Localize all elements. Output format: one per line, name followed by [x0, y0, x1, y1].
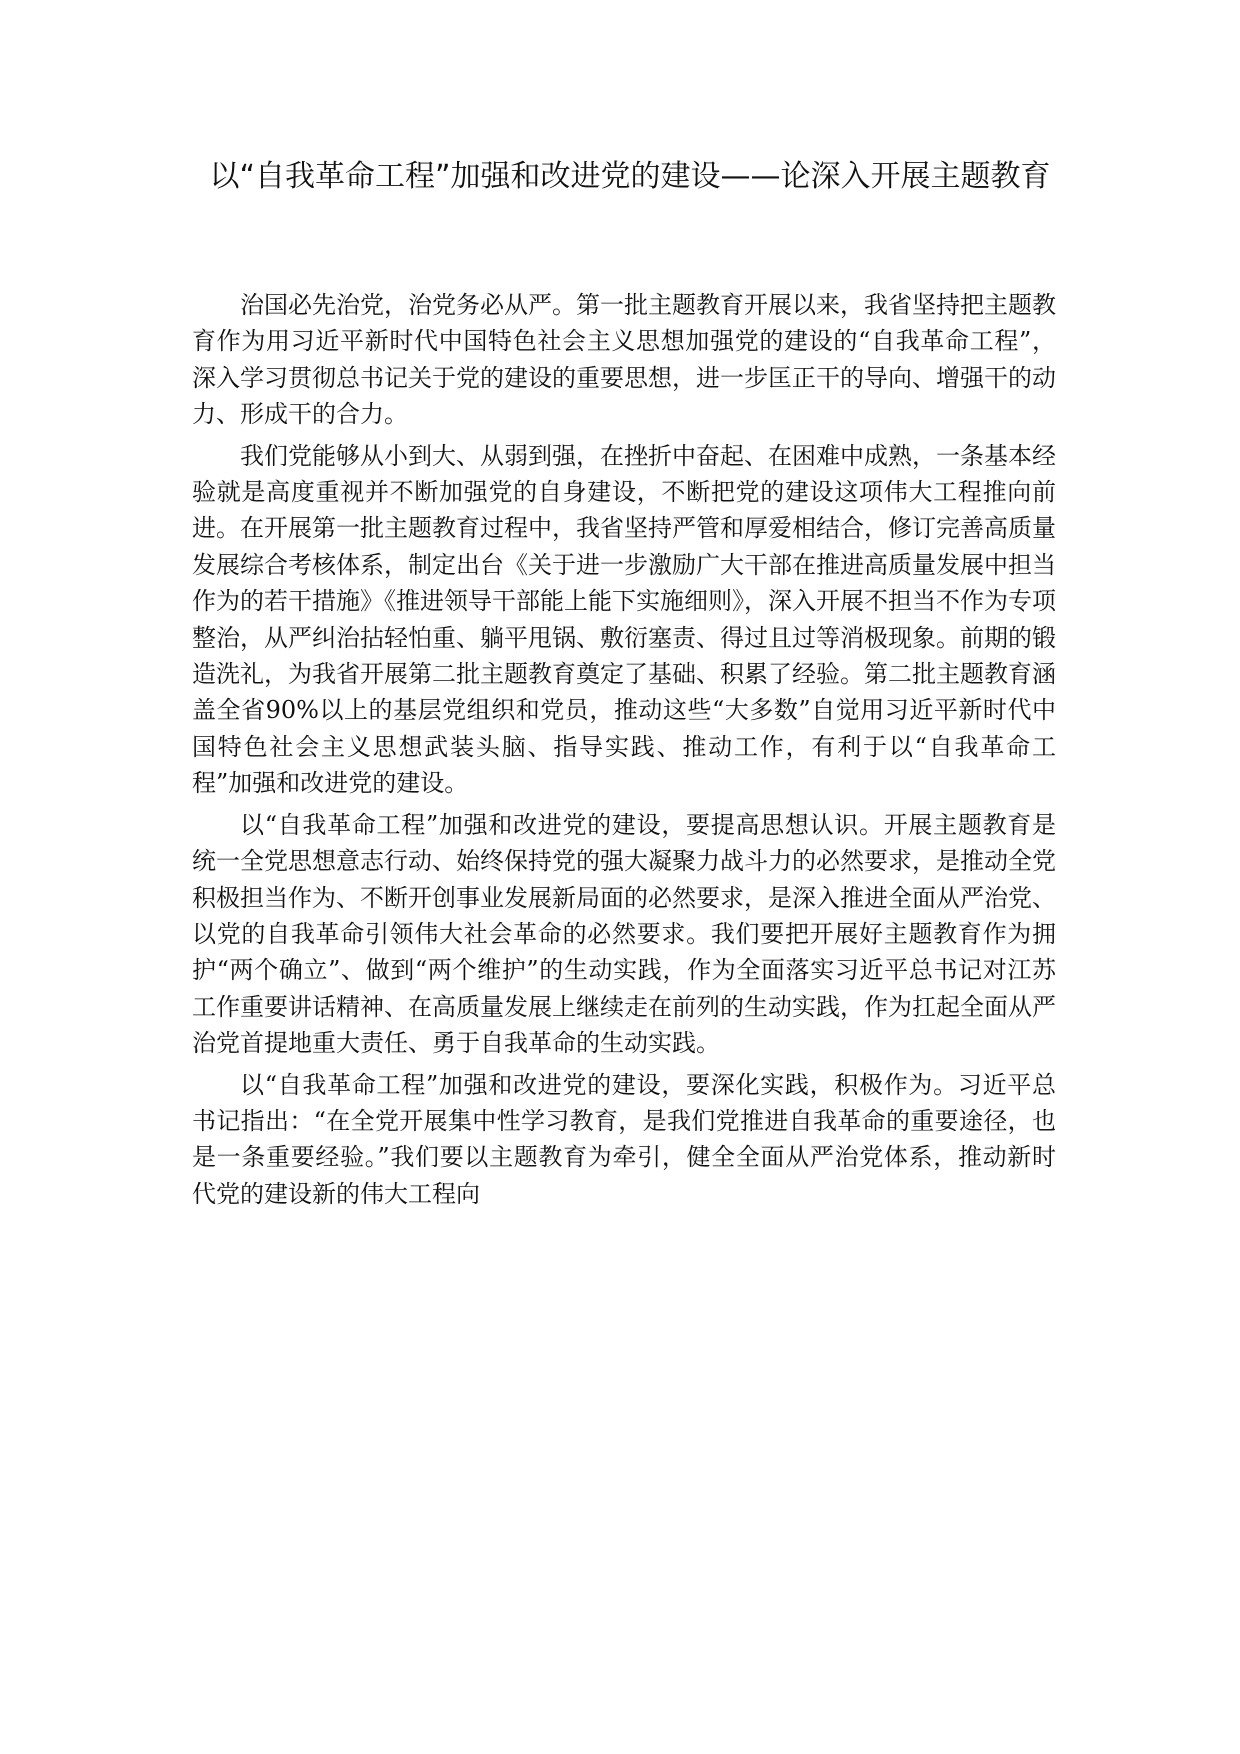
document-title: 以“自我革命工程”加强和改进党的建设——论深入开展主题教育 — [209, 159, 1051, 194]
paragraph-2: 我们党能够从小到大、从弱到强，在挫折中奋起、在困难中成熟，一条基本经验就是高度重视并不断加强党的自身建设，不断把党的建设这项伟大工程推向前进。在开展第一批主题教育过程中，我省坚持严管和厚爱相结合，修订完善高质量发展综合考核体系，制定出台《关于进一步激励广大干部在推进高质量发展中担当作为的若干措施》《推进领导干部能上能下实施细则》，深入开展不担当不作为专项整治，从严纠治拈轻怕重、躺平甩锅、敷衍塞责、得过且过等消极现象。前期的锻造洗礼，为我省开展第二批主题教育奠定了基础、积累了经验。第二批主题教育涵盖全省90%以上的基层党组织和党员，推动这些“大多数”自觉用习近平新时代中国特色社会主义思想武装头脑、指导实践、推动工作，有利于以“自我革命工程”加强和改进党的建设。 — [192, 441, 1056, 798]
paragraph-3: 以“自我革命工程”加强和改进党的建设，要提高思想认识。开展主题教育是统一全党思想意志行动、始终保持党的强大凝聚力战斗力的必然要求，是推动全党积极担当作为、不断开创事业发展新局面的必然要求，是深入推进全面从严治党、以党的自我革命引领伟大社会革命的必然要求。我们要把开展好主题教育作为拥护“两个确立”、做到“两个维护”的生动实践，作为全面落实习近平总书记对江苏工作重要讲话精神、在高质量发展上继续走在前列的生动实践，作为扛起全面从严治党首提地重大责任、勇于自我革命的生动实践。 — [192, 810, 1056, 1058]
paragraph-1: 治国必先治党，治党务必从严。第一批主题教育开展以来，我省坚持把主题教育作为用习近平新时代中国特色社会主义思想加强党的建设的“自我革命工程”，深入学习贯彻总书记关于党的建设的重要思想，进一步匡正干的导向、增强干的动力、形成干的合力。 — [192, 291, 1056, 429]
document-body — [192, 287, 1056, 1212]
paragraph-4: 以“自我革命工程”加强和改进党的建设，要深化实践，积极作为。习近平总书记指出：“在全党开展集中性学习教育，是我们党推进自我革命的重要途径，也是一条重要经验。”我们要以主题教育为牵引，健全全面从严治党体系，推动新时代党的建设新的伟大工程向 — [192, 1070, 1056, 1208]
